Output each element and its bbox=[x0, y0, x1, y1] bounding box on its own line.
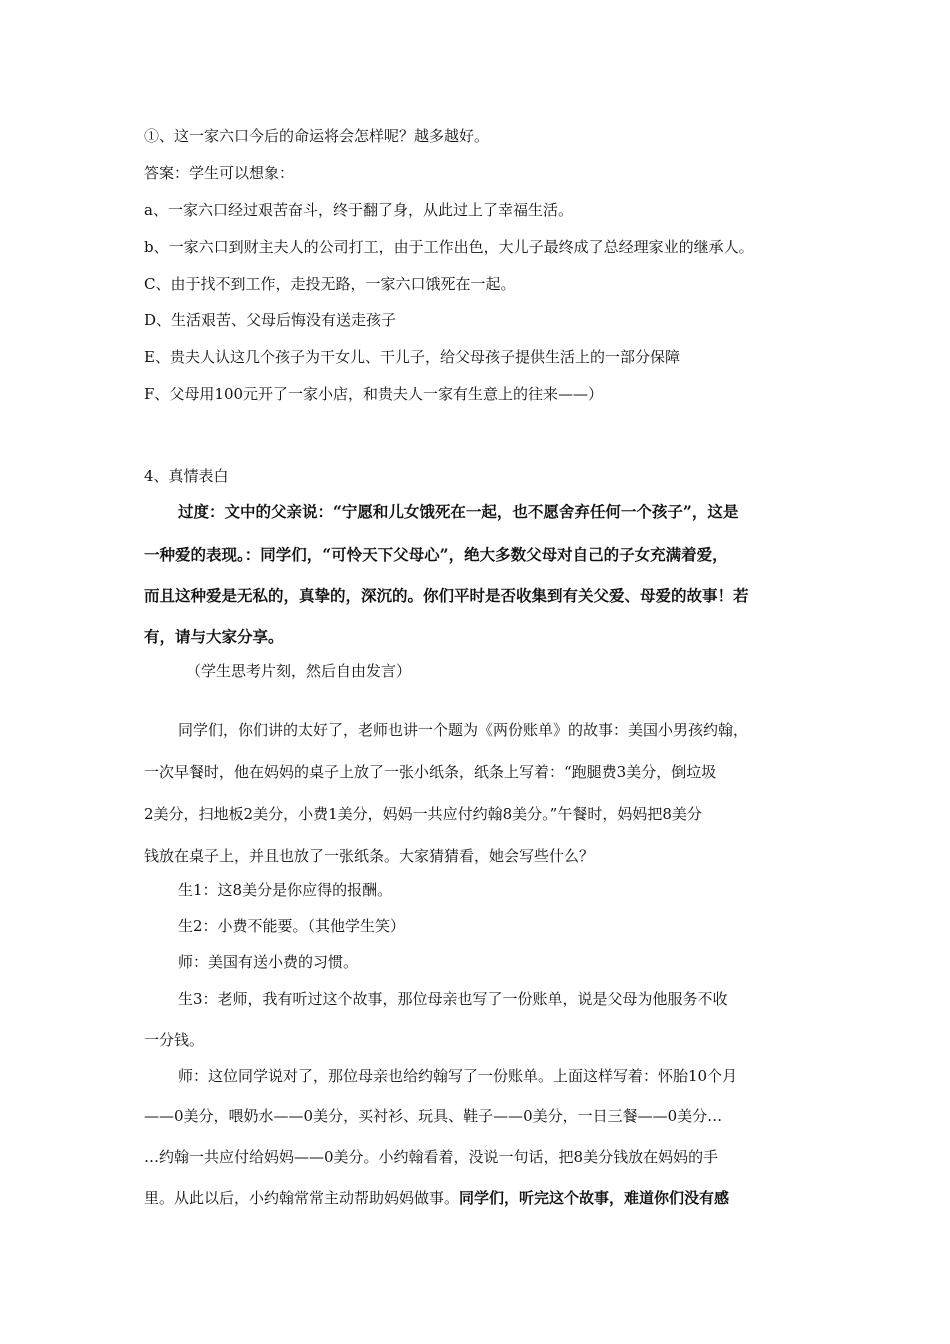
story-line-4: 钱放在桌子上，并且也放了一张纸条。大家猜猜看，她会写些什么？ bbox=[144, 847, 595, 865]
transition-line-3: 而且这种爱是无私的，真挚的，深沉的。你们平时是否收集到有关父爱、母爱的故事！若 bbox=[144, 586, 749, 605]
answer-intro: 答案：学生可以想象： bbox=[144, 164, 295, 182]
teacher-line-1: 师：这位同学说对了，那位母亲也给约翰写了一份账单。上面这样写着：怀胎10个月 bbox=[178, 1067, 738, 1085]
transition-line-4: 有，请与大家分享。 bbox=[144, 627, 284, 646]
dialogue-student-2: 生2：小费不能要。（其他学生笑） bbox=[178, 917, 406, 935]
dialogue-student-3-cont: 一分钱。 bbox=[144, 1031, 205, 1049]
teacher-line-2: ——0美分，喂奶水——0美分，买衬衫、玩具、鞋子——0美分，一日三餐——0美分… bbox=[144, 1107, 723, 1125]
story-line-2: 一次早餐时，他在妈妈的桌子上放了一张小纸条，纸条上写着：“跑腿费3美分，倒垃圾 bbox=[144, 763, 717, 781]
dialogue-student-3: 生3：老师，我有听过这个故事，那位母亲也写了一份账单，说是父母为他服务不收 bbox=[178, 990, 728, 1008]
teacher-line-4 bbox=[144, 1188, 729, 1208]
answer-b: b、一家六口到财主夫人的公司打工，由于工作出色，大儿子最终成了总经理家业的继承人。 bbox=[144, 238, 754, 256]
teacher-line-4-bold: 同学们，听完这个故事，难道你们没有感 bbox=[459, 1189, 730, 1207]
answer-e: E、贵夫人认这几个孩子为干女儿、干儿子，给父母孩子提供生活上的一部分保障 bbox=[144, 348, 680, 366]
transition-line-1: 过度：文中的父亲说：“宁愿和儿女饿死在一起，也不愿舍弃任何一个孩子”，这是 bbox=[178, 502, 739, 521]
answer-a: a、一家六口经过艰苦奋斗，终于翻了身，从此过上了幸福生活。 bbox=[144, 201, 573, 219]
transition-line-2: 一种爱的表现。：同学们，“可怜天下父母心”，绝大多数父母对自己的子女充满着爱， bbox=[144, 545, 728, 564]
answer-f: F、父母用100元开了一家小店，和贵夫人一家有生意上的往来——） bbox=[144, 385, 604, 403]
student-think-note: （学生思考片刻，然后自由发言） bbox=[186, 662, 412, 680]
answer-d: D、生活艰苦、父母后悔没有送走孩子 bbox=[144, 311, 397, 329]
dialogue-student-1: 生1：这8美分是你应得的报酬。 bbox=[178, 881, 393, 899]
question-1: ①、这一家六口今后的命运将会怎样呢？越多越好。 bbox=[144, 127, 490, 145]
dialogue-teacher-1: 师：美国有送小费的习惯。 bbox=[178, 953, 359, 971]
teacher-line-3: …约翰一共应付给妈妈——0美分。小约翰看着，没说一句话，把8美分钱放在妈妈的手 bbox=[144, 1148, 719, 1166]
section-4-title: 4、真情表白 bbox=[144, 467, 229, 485]
story-line-3: 2美分，扫地板2美分，小费1美分，妈妈一共应付约翰8美分。”午餐时，妈妈把8美分 bbox=[144, 805, 702, 823]
story-line-1: 同学们，你们讲的太好了，老师也讲一个题为《两份账单》的故事：美国小男孩约翰， bbox=[178, 721, 749, 739]
answer-c: C、由于找不到工作，走投无路，一家六口饿死在一起。 bbox=[144, 275, 516, 293]
teacher-line-4-normal: 里。从此以后，小约翰常常主动帮助妈妈做事。 bbox=[144, 1189, 460, 1207]
